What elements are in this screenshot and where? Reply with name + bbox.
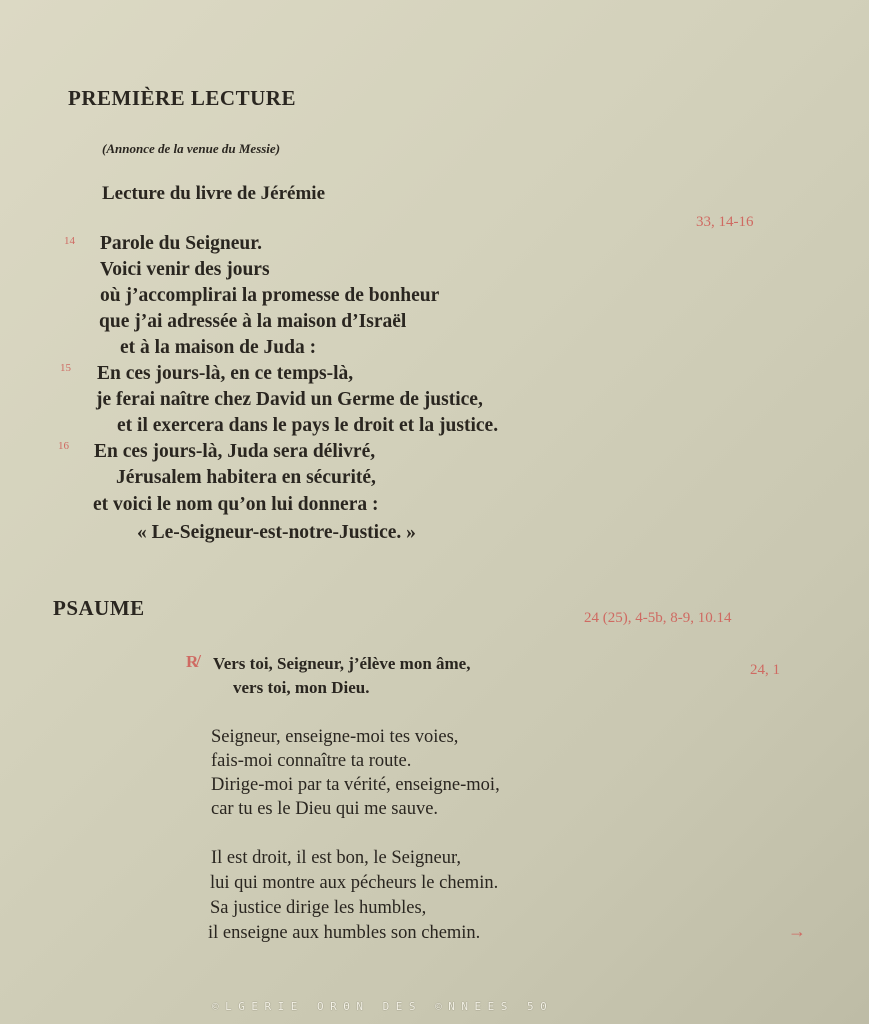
refrain-line: vers toi, mon Dieu. bbox=[233, 678, 370, 697]
psalm-line: Dirige-moi par ta vérité, enseigne-moi, bbox=[211, 775, 500, 795]
reading-line: « Le-Seigneur-est-notre-Justice. » bbox=[137, 522, 416, 543]
psalm-line: Il est droit, il est bon, le Seigneur, bbox=[211, 848, 461, 868]
verse-number: 16 bbox=[58, 440, 69, 452]
first-reading-subtitle: (Annonce de la venue du Messie) bbox=[102, 141, 281, 156]
reading-source: Lecture du livre de Jérémie bbox=[102, 183, 326, 204]
psalm-reference: 24 (25), 4-5b, 8-9, 10.14 bbox=[584, 610, 732, 626]
psalm-line: Seigneur, enseigne-moi tes voies, bbox=[211, 727, 459, 747]
reading-line: et à la maison de Juda : bbox=[120, 337, 317, 358]
psalm-line: fais-moi connaître ta route. bbox=[211, 751, 412, 771]
reading-line: je ferai naître chez David un Germe de justice, bbox=[96, 389, 483, 410]
refrain-reference: 24, 1 bbox=[750, 662, 780, 678]
refrain-symbol: R̸ bbox=[186, 652, 199, 671]
reading-line: En ces jours-là, en ce temps-là, bbox=[97, 363, 354, 384]
psalm-line: lui qui montre aux pécheurs le chemin. bbox=[210, 873, 499, 893]
psalm-heading: PSAUME bbox=[53, 596, 145, 620]
verse-number: 14 bbox=[64, 235, 75, 247]
verse-number: 15 bbox=[60, 362, 71, 374]
continue-arrow-icon: → bbox=[788, 921, 806, 941]
reading-line: Voici venir des jours bbox=[100, 259, 270, 280]
reading-line: Parole du Seigneur. bbox=[100, 233, 262, 254]
reading-reference: 33, 14-16 bbox=[696, 214, 754, 230]
reading-line: que j’ai adressée à la maison d’Israël bbox=[99, 311, 407, 332]
psalm-line: car tu es le Dieu qui me sauve. bbox=[211, 799, 439, 819]
reading-line: et il exercera dans le pays le droit et la justice. bbox=[117, 415, 499, 436]
reading-line: où j’accomplirai la promesse de bonheur bbox=[100, 285, 440, 306]
watermark: ©LGERIE ORΘN DES ©NNEES 50 bbox=[212, 1000, 554, 1013]
refrain-line: Vers toi, Seigneur, j’élève mon âme, bbox=[213, 654, 471, 673]
reading-line: et voici le nom qu’on lui donnera : bbox=[93, 494, 379, 515]
reading-line: Jérusalem habitera en sécurité, bbox=[116, 467, 376, 488]
psalm-line: il enseigne aux humbles son chemin. bbox=[208, 923, 481, 943]
reading-line: En ces jours-là, Juda sera délivré, bbox=[94, 441, 376, 462]
psalm-line: Sa justice dirige les humbles, bbox=[210, 898, 427, 918]
first-reading-heading: PREMIÈRE LECTURE bbox=[68, 86, 296, 110]
